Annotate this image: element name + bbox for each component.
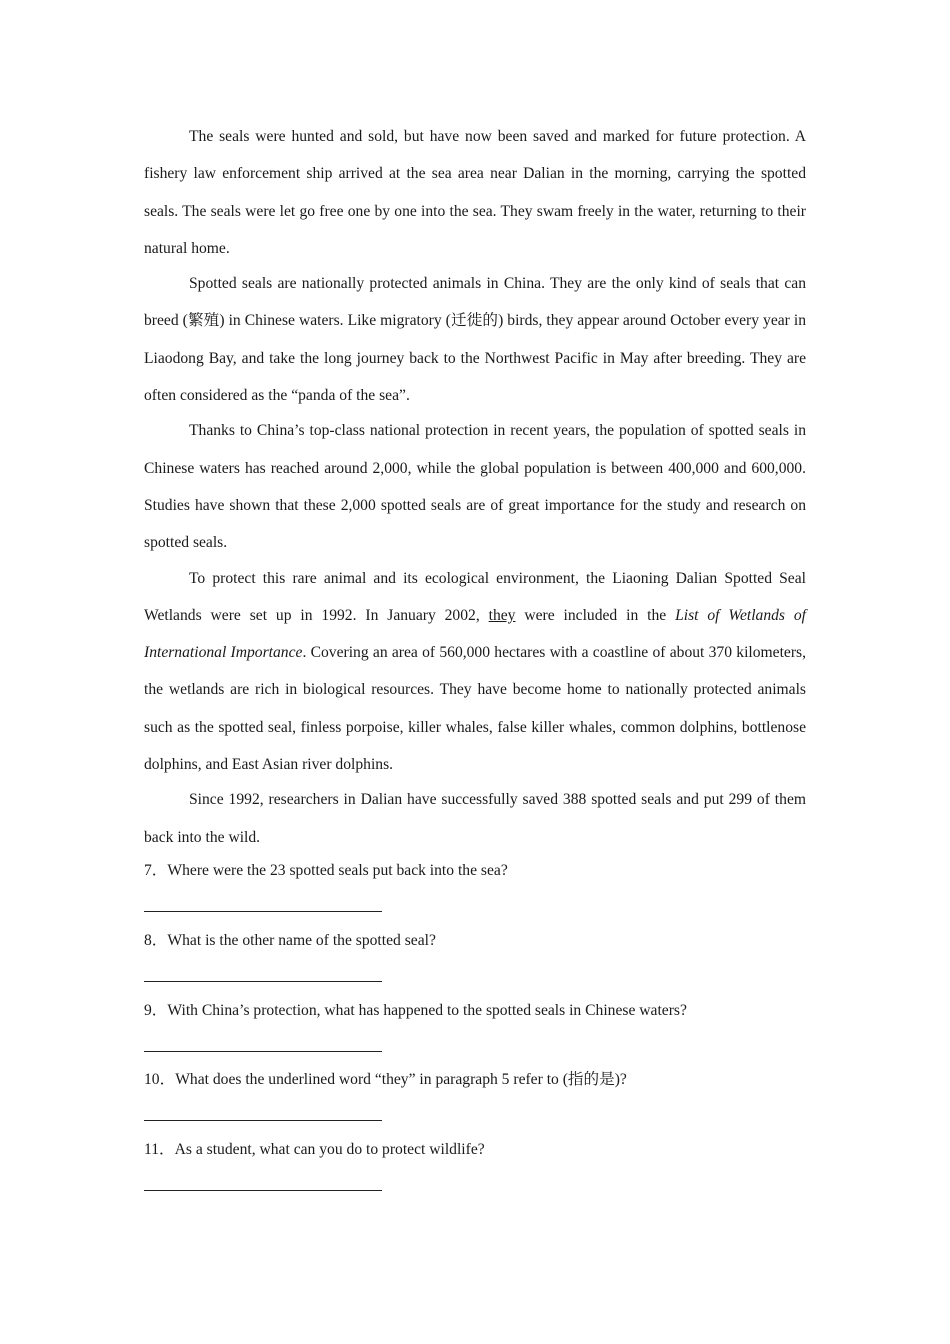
question-text: Where were the 23 spotted seals put back into the sea? — [167, 862, 508, 879]
question-8 — [144, 922, 806, 992]
question-text: What is the other name of the spotted seal? — [167, 931, 436, 949]
paragraph-4 — [144, 560, 806, 784]
question-10 — [144, 1061, 806, 1131]
paragraph-2: Spotted seals are nationally protected animals in China. They are the only kind of seals that can breed (繁殖) in Chinese waters. Like migratory (迁徙的) birds, they appear around October every year in Liaodong Bay, and take the long journey back to the Northwest Pacific in May after breeding. They are often considered as the “panda of the sea”. — [144, 275, 806, 405]
question-number: 11． — [144, 1141, 175, 1159]
underlined-word-they: they — [488, 606, 516, 624]
question-9 — [144, 992, 806, 1062]
question-number: 8． — [144, 931, 168, 949]
question-text: With China’s protection, what has happened to the spotted seals in Chinese waters? — [167, 1001, 687, 1019]
paragraph-1: The seals were hunted and sold, but have now been saved and marked for future protection. A fishery law enforcement ship arrived at the sea area near Dalian in the morning, carrying the spotted seals. The seals were let go free one by one into the sea. They swam freely in the water, returning to their natural home. — [144, 128, 806, 257]
reading-passage — [144, 118, 806, 856]
question-7 — [144, 852, 806, 922]
answer-line[interactable] — [144, 981, 382, 982]
question-number: 10． — [144, 1071, 176, 1089]
wetlands-list-title: List of Wetlands of International Importance — [144, 606, 806, 662]
question-list — [144, 852, 806, 1201]
question-text: As a student, what can you do to protect wildlife? — [174, 1141, 485, 1159]
paragraph-4-part-b: were included in the — [515, 606, 676, 624]
paragraph-4-part-c: . Covering an area of 560,000 hectares with a coastline of about 370 kilometers, the wetlands are rich in biological resources. They have become home to nationally protected animals such as the spotted seal, finless porpoise, killer whales, false killer whales, common dolphins, bottlenose dolphins, and East Asian river dolphins. — [144, 644, 807, 774]
question-text: What does the underlined word “they” in paragraph 5 refer to (指的是)? — [175, 1071, 627, 1089]
answer-line[interactable] — [144, 1051, 382, 1052]
answer-line[interactable] — [144, 1120, 382, 1121]
paragraph-5: Since 1992, researchers in Dalian have successfully saved 388 spotted seals and put 299 of them back into the wild. — [144, 791, 806, 846]
question-11 — [144, 1131, 806, 1201]
answer-line[interactable] — [144, 1190, 382, 1191]
answer-line[interactable] — [144, 911, 382, 912]
question-number: 7． — [144, 862, 168, 879]
question-number: 9． — [144, 1001, 168, 1019]
paragraph-4-part-a: To protect this rare animal and its ecological environment, the Liaoning Dalian Spotted Seal Wetlands were set up in 1992. In January 2002, — [144, 569, 806, 624]
paragraph-3: Thanks to China’s top-class national protection in recent years, the population of spotted seals in Chinese waters has reached around 2,000, while the global population is between 400,000 and 600,000. Studies have shown that these 2,000 spotted seals are of great importance for the study and research on spotted seals. — [144, 422, 806, 552]
